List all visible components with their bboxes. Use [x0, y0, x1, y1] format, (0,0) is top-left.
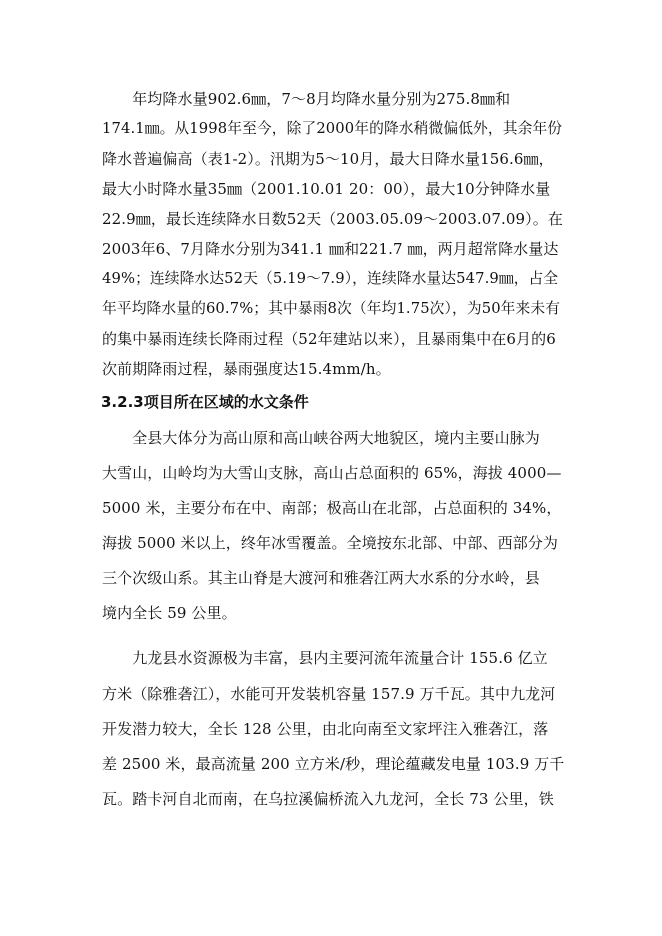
- text-line: 瓦。踏卡河自北而南，在乌拉溪偏桥流入九龙河，全长 73 公里，铁: [102, 790, 554, 808]
- text-line: 降水普遍偏高（表1-2）。汛期为5～10月，最大日降水量156.6㎜，: [102, 150, 554, 168]
- text-line: 三个次级山系。其主山脊是大渡河和雅砻江两大水系的分水岭，县: [102, 569, 540, 587]
- text-line: 海拔 5000 米以上，终年冰雪覆盖。全境按东北部、中部、西部分为: [102, 534, 559, 552]
- text-line: 开发潜力较大，全长 128 公里，由北向南至文家坪注入雅砻江，落: [102, 720, 549, 738]
- text-line: 174.1㎜。从1998年至今，除了2000年的降水稍微偏低外，其余年份: [102, 120, 563, 137]
- text-line: 年均降水量902.6㎜，7～8月均降水量分别为275.8㎜和: [102, 90, 511, 108]
- text-line: 5000 米，主要分布在中、南部；极高山在北部，占总面积的 34%，: [102, 499, 562, 517]
- section-heading: 3.2.3项目所在区域的水文条件: [101, 393, 309, 411]
- text-line: 22.9㎜，最长连续降水日数52天（2003.05.09～2003.07.09）。在: [102, 210, 563, 228]
- text-line: 差 2500 米，最高流量 200 立方米/秒，理论蕴藏发电量 103.9 万千: [102, 755, 565, 773]
- text-line: 境内全长 59 公里。: [102, 604, 237, 622]
- text-line: 最大小时降水量35㎜（2001.10.01 20：00），最大10分钟降水量: [102, 180, 551, 198]
- text-line: 49%；连续降水达52天（5.19～7.9），连续降水量达547.9㎜，占全: [102, 270, 559, 287]
- text-line: 的集中暴雨连续长降雨过程（52年建站以来），且暴雨集中在6月的6: [102, 330, 556, 348]
- text-line: 全县大体分为高山原和高山峡谷两大地貌区，境内主要山脉为: [102, 429, 540, 447]
- text-line: 大雪山，山岭均为大雪山支脉，高山占总面积的 65%，海拔 4000—: [102, 464, 562, 482]
- text-line: 方米（除雅砻江），水能可开发装机容量 157.9 万千瓦。其中九龙河: [102, 685, 556, 703]
- text-line: 次前期降雨过程，暴雨强度达15.4mm/h。: [102, 360, 391, 378]
- text-line: 九龙县水资源极为丰富，县内主要河流年流量合计 155.6 亿立: [102, 649, 548, 667]
- text-line: 年平均降水量的60.7%；其中暴雨8次（年均1.75次），为50年来未有: [102, 300, 561, 317]
- text-line: 2003年6、7月降水分别为341.1 ㎜和221.7 ㎜，两月超常降水量达: [102, 240, 559, 258]
